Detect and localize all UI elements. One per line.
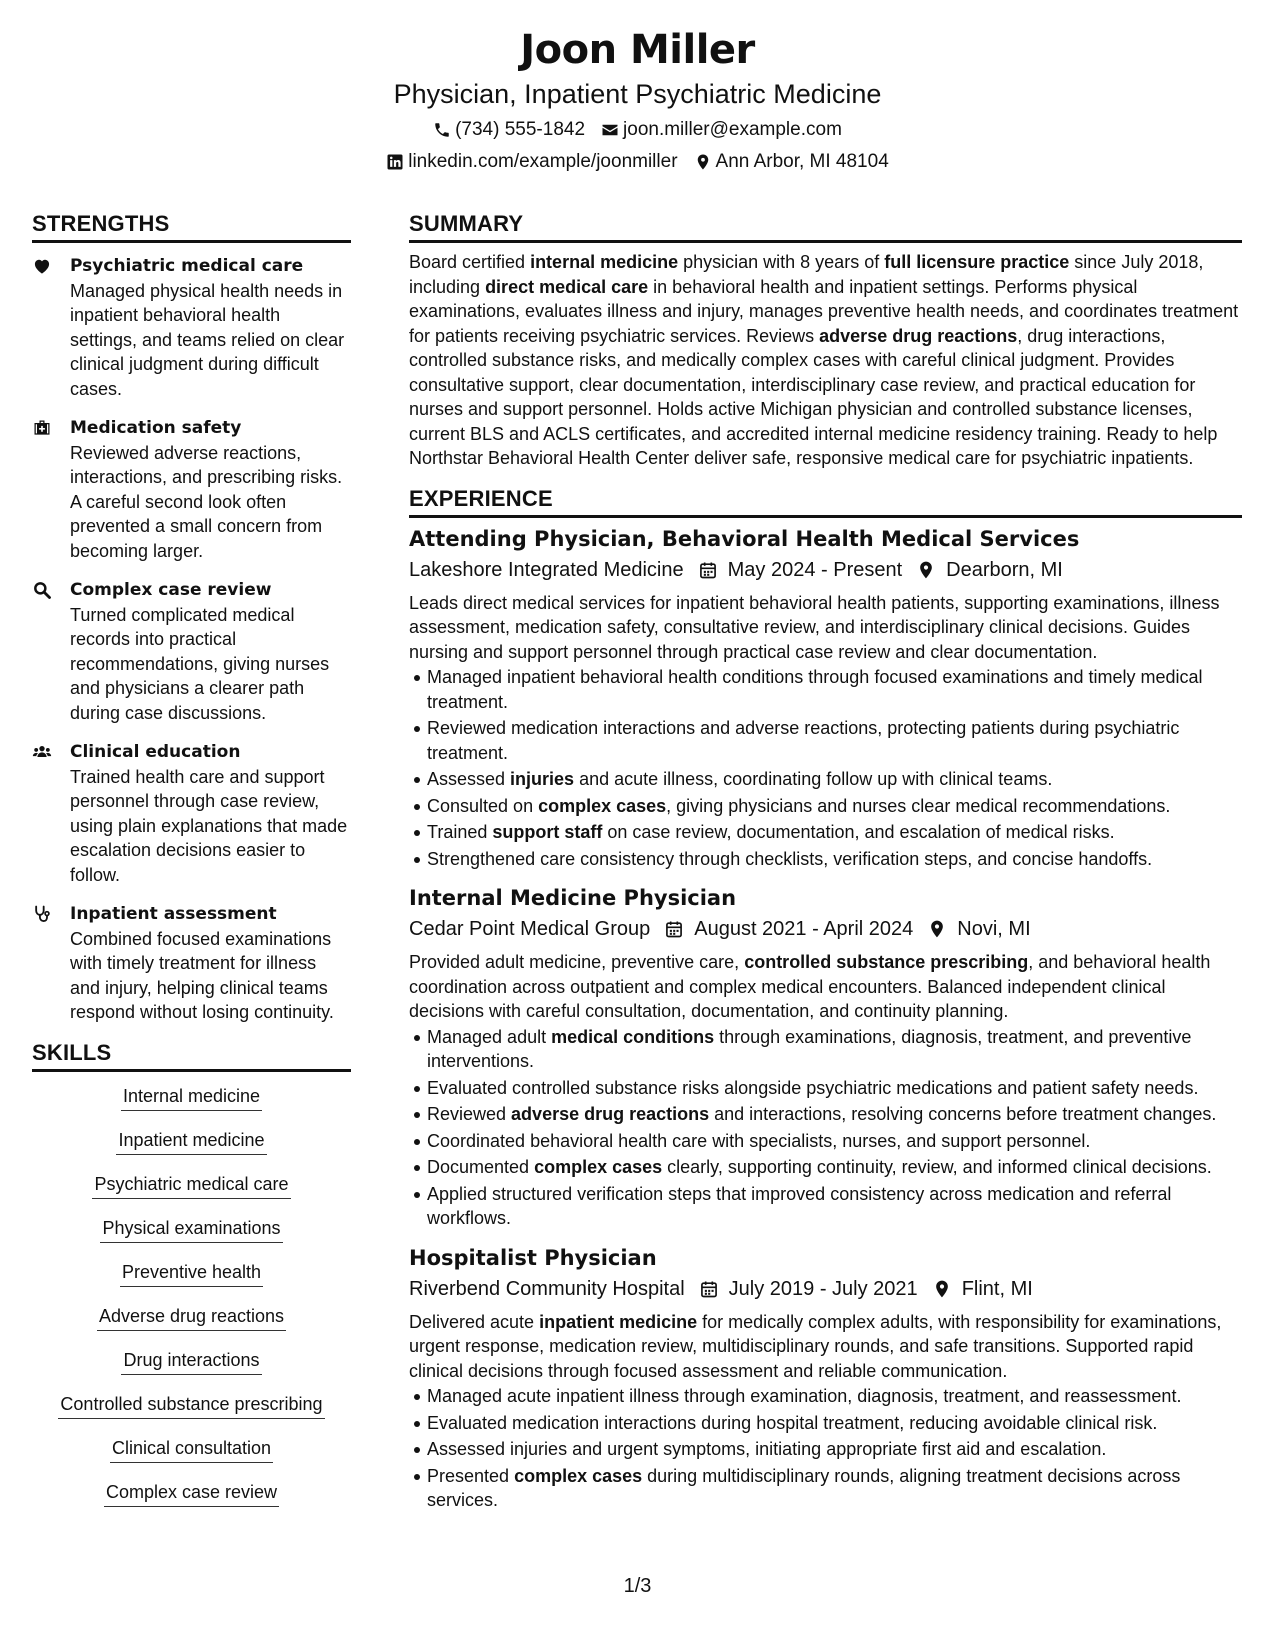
- map-pin-icon: [916, 560, 936, 580]
- strength-text: Combined focused examinations with timely treatment for illness and injury, helping clinical teams respond without losing continuity.: [70, 928, 334, 1022]
- list-item: Managed acute inpatient illness through examination, diagnosis, treatment, and reassessment.: [427, 1384, 1242, 1409]
- right-column: [409, 211, 1242, 1515]
- list-item: Evaluated medication interactions during hospital treatment, reducing avoidable clinical risk.: [427, 1411, 1242, 1436]
- strength-title: Complex case review: [70, 580, 272, 600]
- list-item: Documented complex cases clearly, supporting continuity, review, and informed clinical decisions.: [427, 1155, 1242, 1180]
- strength-title: Inpatient assessment: [70, 904, 277, 924]
- envelope-icon: [601, 121, 619, 139]
- strength-title: Medication safety: [70, 418, 242, 438]
- job-title: Attending Physician, Behavioral Health Medical Services: [409, 526, 1080, 551]
- job-description: Delivered acute inpatient medicine for medically complex adults, with responsibility for examinations, urgent response, medication review, multidisciplinary rounds, and safe transitions. Supported rapid clinical decisions through focused assessment and reliable communication.: [409, 1311, 1222, 1381]
- list-item: Applied structured verification steps that improved consistency across medication and referral workflows.: [427, 1182, 1242, 1231]
- skill-item: Complex case review: [104, 1480, 279, 1507]
- strength-text: Trained health care and support personnel through case review, using plain explanations that made escalation decisions easier to follow.: [70, 766, 348, 885]
- bold-keyword: inpatient medicine: [539, 1311, 698, 1332]
- left-column: [32, 211, 351, 1524]
- job-company: Lakeshore Integrated Medicine: [409, 558, 684, 581]
- bold-keyword: complex cases: [534, 1157, 663, 1177]
- email-text: joon.miller@example.com: [623, 119, 842, 140]
- heart-icon: [32, 256, 52, 276]
- job-title: Hospitalist Physician: [409, 1245, 657, 1270]
- job-entry: [409, 525, 1242, 872]
- bold-keyword: internal medicine: [530, 252, 679, 272]
- job-meta: [409, 556, 1242, 584]
- skill-item: Adverse drug reactions: [97, 1304, 286, 1331]
- skill-item: Drug interactions: [121, 1348, 261, 1375]
- page-number: 1/3: [623, 1575, 652, 1597]
- bold-keyword: injuries: [510, 769, 575, 789]
- bold-keyword: support staff: [492, 822, 603, 842]
- linkedin-icon: [386, 153, 404, 171]
- skill-item: Internal medicine: [121, 1084, 262, 1111]
- candidate-name: Joon Miller: [520, 27, 755, 73]
- strength-item: [32, 578, 351, 725]
- location-text: Ann Arbor, MI 48104: [715, 151, 889, 172]
- job-description: Provided adult medicine, preventive care, controlled substance prescribing, and behavioral health coordination across outpatient and complex medical encounters. Balanced independent clinical decisions with careful consultation, documentation, and continuity planning.: [409, 952, 1211, 1021]
- list-item: Managed inpatient behavioral health conditions through focused examinations and timely medical treatment.: [427, 665, 1242, 714]
- job-title: Internal Medicine Physician: [409, 886, 737, 910]
- job-description: Leads direct medical services for inpatient behavioral health patients, supporting examinations, illness assessment, medication safety, consultative review, and interdisciplinary clinical decisions. Guides nursing and support personnel through practical case review and clear documentation.: [409, 592, 1220, 662]
- job-dates: August 2021 - April 2024: [694, 918, 914, 940]
- contact-phone[interactable]: [433, 117, 585, 143]
- strength-text: Reviewed adverse reactions, interactions, and prescribing risks. A careful second look often prevented a small concern from becoming larger.: [70, 442, 343, 561]
- job-entry: [409, 1244, 1242, 1513]
- map-pin-icon: [932, 1279, 952, 1299]
- strength-text: Managed physical health needs in inpatient behavioral health settings, and teams relied on clear clinical judgment during difficult cases.: [70, 280, 345, 399]
- job-location: Dearborn, MI: [946, 558, 1063, 581]
- experience-heading: EXPERIENCE: [409, 486, 1242, 518]
- job-company: Cedar Point Medical Group: [409, 918, 651, 940]
- summary-text: Board certified internal medicine physician with 8 years of full licensure practice since July 2018, including direct medical care in behavioral health and inpatient settings. Performs physical examinations, evaluates illness and injury, manages preventive health needs, and coordinates treatment for patients receiving psychiatric services. Reviews adverse drug reactions, drug interactions, controlled substance risks, and medically complex cases with careful clinical judgment. Provides consultative support, clear documentation, interdisciplinary case review, and practical education for nurses and support personnel. Holds active Michigan physician and controlled substance licenses, current BLS and ACLS certificates, and accredited internal medicine residency training. Ready to help Northstar Behavioral Health Center deliver safe, responsive medical care for psychiatric inpatients.: [409, 252, 1239, 468]
- bold-keyword: complex cases: [514, 1465, 643, 1486]
- map-pin-icon: [694, 153, 712, 171]
- bold-keyword: direct medical care: [485, 276, 649, 297]
- calendar-icon: [698, 560, 718, 580]
- list-item: Reviewed adverse drug reactions and interactions, resolving concerns before treatment changes.: [427, 1102, 1242, 1127]
- list-item: Trained support staff on case review, documentation, and escalation of medical risks.: [427, 820, 1242, 845]
- contact-email[interactable]: [601, 117, 842, 143]
- candidate-title: Physician, Inpatient Psychiatric Medicine: [393, 79, 882, 109]
- skill-item: Preventive health: [120, 1260, 263, 1287]
- list-item: Consulted on complex cases, giving physicians and nurses clear medical recommendations.: [427, 794, 1242, 819]
- strength-item: [32, 740, 351, 887]
- job-dates: May 2024 - Present: [727, 558, 903, 581]
- list-item: Presented complex cases during multidisciplinary rounds, aligning treatment decisions across services.: [427, 1464, 1242, 1513]
- skill-item: Psychiatric medical care: [92, 1172, 290, 1199]
- list-item: Evaluated controlled substance risks alongside psychiatric medications and patient safety needs.: [427, 1076, 1242, 1101]
- job-bullets: [409, 1384, 1242, 1513]
- strength-title: Clinical education: [70, 742, 241, 762]
- job-company: Riverbend Community Hospital: [409, 1277, 685, 1300]
- calendar-icon: [699, 1279, 719, 1299]
- list-item: Coordinated behavioral health care with specialists, nurses, and support personnel.: [427, 1129, 1242, 1154]
- job-meta: [409, 1275, 1242, 1303]
- skill-item: Clinical consultation: [110, 1436, 273, 1463]
- contact-location: [694, 149, 889, 175]
- strength-item: [32, 416, 351, 563]
- strength-item: [32, 254, 351, 401]
- list-item: Assessed injuries and urgent symptoms, initiating appropriate first aid and escalation.: [427, 1437, 1242, 1462]
- skill-item: Physical examinations: [100, 1216, 282, 1243]
- resume-header: [0, 24, 1275, 175]
- stethoscope-icon: [32, 904, 52, 924]
- users-icon: [32, 742, 52, 762]
- bold-keyword: adverse drug reactions: [819, 325, 1018, 346]
- job-meta: [409, 915, 1242, 943]
- skills-list: [32, 1084, 351, 1524]
- bold-keyword: controlled substance prescribing: [744, 952, 1029, 972]
- list-item: Reviewed medication interactions and adverse reactions, protecting patients during psychiatric treatment.: [427, 716, 1242, 765]
- contact-row-1: [0, 117, 1275, 143]
- strengths-list: [32, 254, 351, 1025]
- contact-linkedin[interactable]: [386, 149, 677, 175]
- skill-item: Inpatient medicine: [116, 1128, 266, 1155]
- linkedin-text: linkedin.com/example/joonmiller: [408, 151, 678, 172]
- phone-icon: [433, 121, 451, 139]
- calendar-icon: [664, 919, 684, 939]
- job-dates: July 2019 - July 2021: [728, 1277, 918, 1300]
- strength-item: [32, 902, 351, 1025]
- job-location: Novi, MI: [957, 918, 1031, 940]
- bold-keyword: medical conditions: [551, 1026, 715, 1047]
- list-item: Managed adult medical conditions through examinations, diagnosis, treatment, and preventive interventions.: [427, 1025, 1242, 1074]
- strength-text: Turned complicated medical records into practical recommendations, giving nurses and physicians a clearer path during case discussions.: [70, 604, 330, 723]
- strength-title: Psychiatric medical care: [70, 256, 304, 276]
- job-bullets: [409, 665, 1242, 871]
- list-item: Assessed injuries and acute illness, coordinating follow up with clinical teams.: [427, 767, 1242, 792]
- list-item: Strengthened care consistency through checklists, verification steps, and concise handoffs.: [427, 847, 1242, 872]
- bold-keyword: full licensure practice: [884, 252, 1070, 272]
- job-entry: [409, 884, 1242, 1231]
- bold-keyword: complex cases: [538, 795, 667, 816]
- medical-kit-icon: [32, 418, 52, 438]
- strengths-heading: STRENGTHS: [32, 211, 351, 243]
- job-location: Flint, MI: [961, 1277, 1033, 1300]
- job-bullets: [409, 1025, 1242, 1231]
- search-icon: [32, 580, 52, 600]
- summary-heading: SUMMARY: [409, 211, 1242, 243]
- bold-keyword: adverse drug reactions: [511, 1104, 710, 1124]
- map-pin-icon: [927, 919, 947, 939]
- skills-heading: SKILLS: [32, 1040, 351, 1072]
- contact-row-2: [0, 149, 1275, 175]
- phone-text: (734) 555-1842: [455, 119, 586, 140]
- skill-item: Controlled substance prescribing: [58, 1392, 324, 1419]
